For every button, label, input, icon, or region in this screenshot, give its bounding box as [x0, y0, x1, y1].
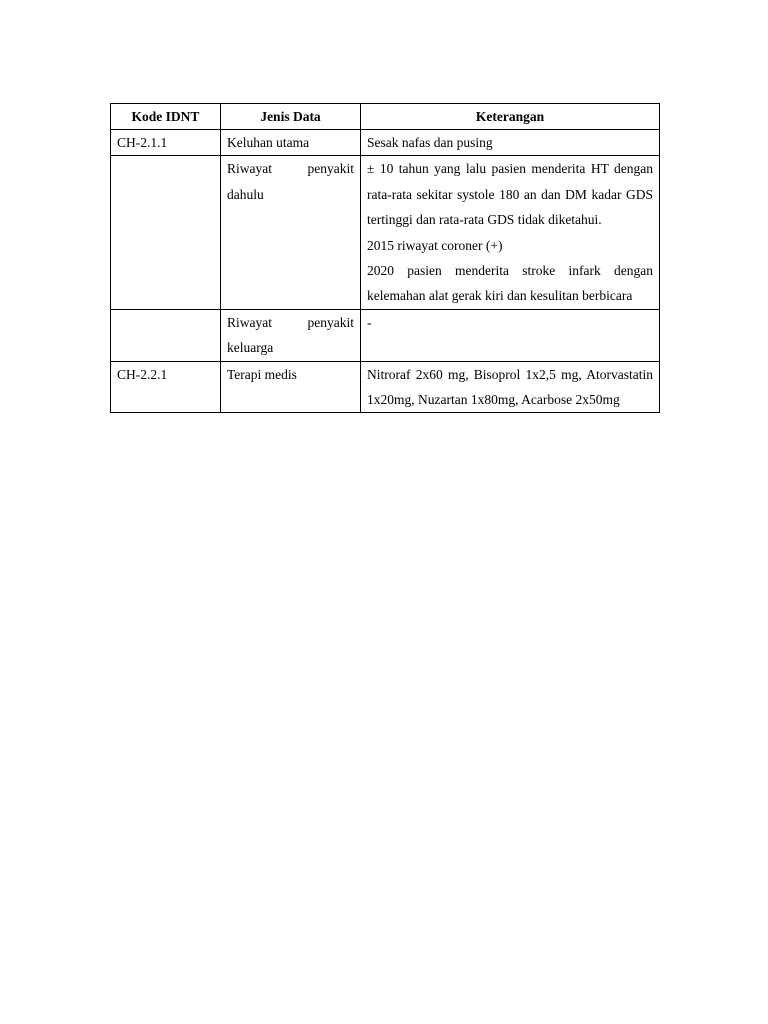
cell-desc-para: -	[367, 314, 372, 330]
header-keterangan: Keterangan	[361, 104, 660, 130]
cell-type	[221, 156, 361, 309]
cell-code: CH-2.1.1	[111, 130, 221, 156]
cell-desc-para: 2015 riwayat coroner (+)	[367, 237, 503, 253]
table-header-row	[111, 104, 660, 130]
cell-type	[221, 130, 361, 156]
cell-type	[221, 361, 361, 413]
header-jenis-data: Jenis Data	[221, 104, 361, 130]
table-row	[111, 156, 660, 309]
header-kode-idnt: Kode IDNT	[111, 104, 221, 130]
cell-type-text: Riwayat penyakit dahulu	[227, 161, 354, 202]
cell-type-text: Riwayat penyakit keluarga	[227, 314, 354, 356]
assessment-table	[110, 103, 660, 413]
cell-desc-para: 2020 pasien menderita stroke infark dengan kelemahan alat gerak kiri dan kesulitan berbicara	[367, 263, 653, 304]
cell-desc-para: ± 10 tahun yang lalu pasien menderita HT dengan rata-rata sekitar systole 180 an dan DM kadar GDS tertinggi dan rata-rata GDS tidak diketahui.	[367, 161, 653, 228]
cell-type-text: Keluhan utama	[227, 135, 310, 150]
table-row	[111, 361, 660, 413]
cell-code	[111, 309, 221, 361]
cell-type	[221, 309, 361, 361]
cell-desc	[361, 156, 660, 309]
cell-desc	[361, 130, 660, 156]
cell-type-text: Terapi medis	[227, 366, 297, 382]
cell-desc	[361, 361, 660, 413]
table-row	[111, 309, 660, 361]
cell-desc-para: Nitroraf 2x60 mg, Bisoprol 1x2,5 mg, Atorvastatin 1x20mg, Nuzartan 1x80mg, Acarbose 2x50mg	[367, 366, 653, 408]
cell-code: CH-2.2.1	[111, 361, 221, 413]
cell-desc-para: Sesak nafas dan pusing	[367, 135, 493, 150]
cell-desc	[361, 309, 660, 361]
table-row	[111, 130, 660, 156]
cell-code	[111, 156, 221, 309]
